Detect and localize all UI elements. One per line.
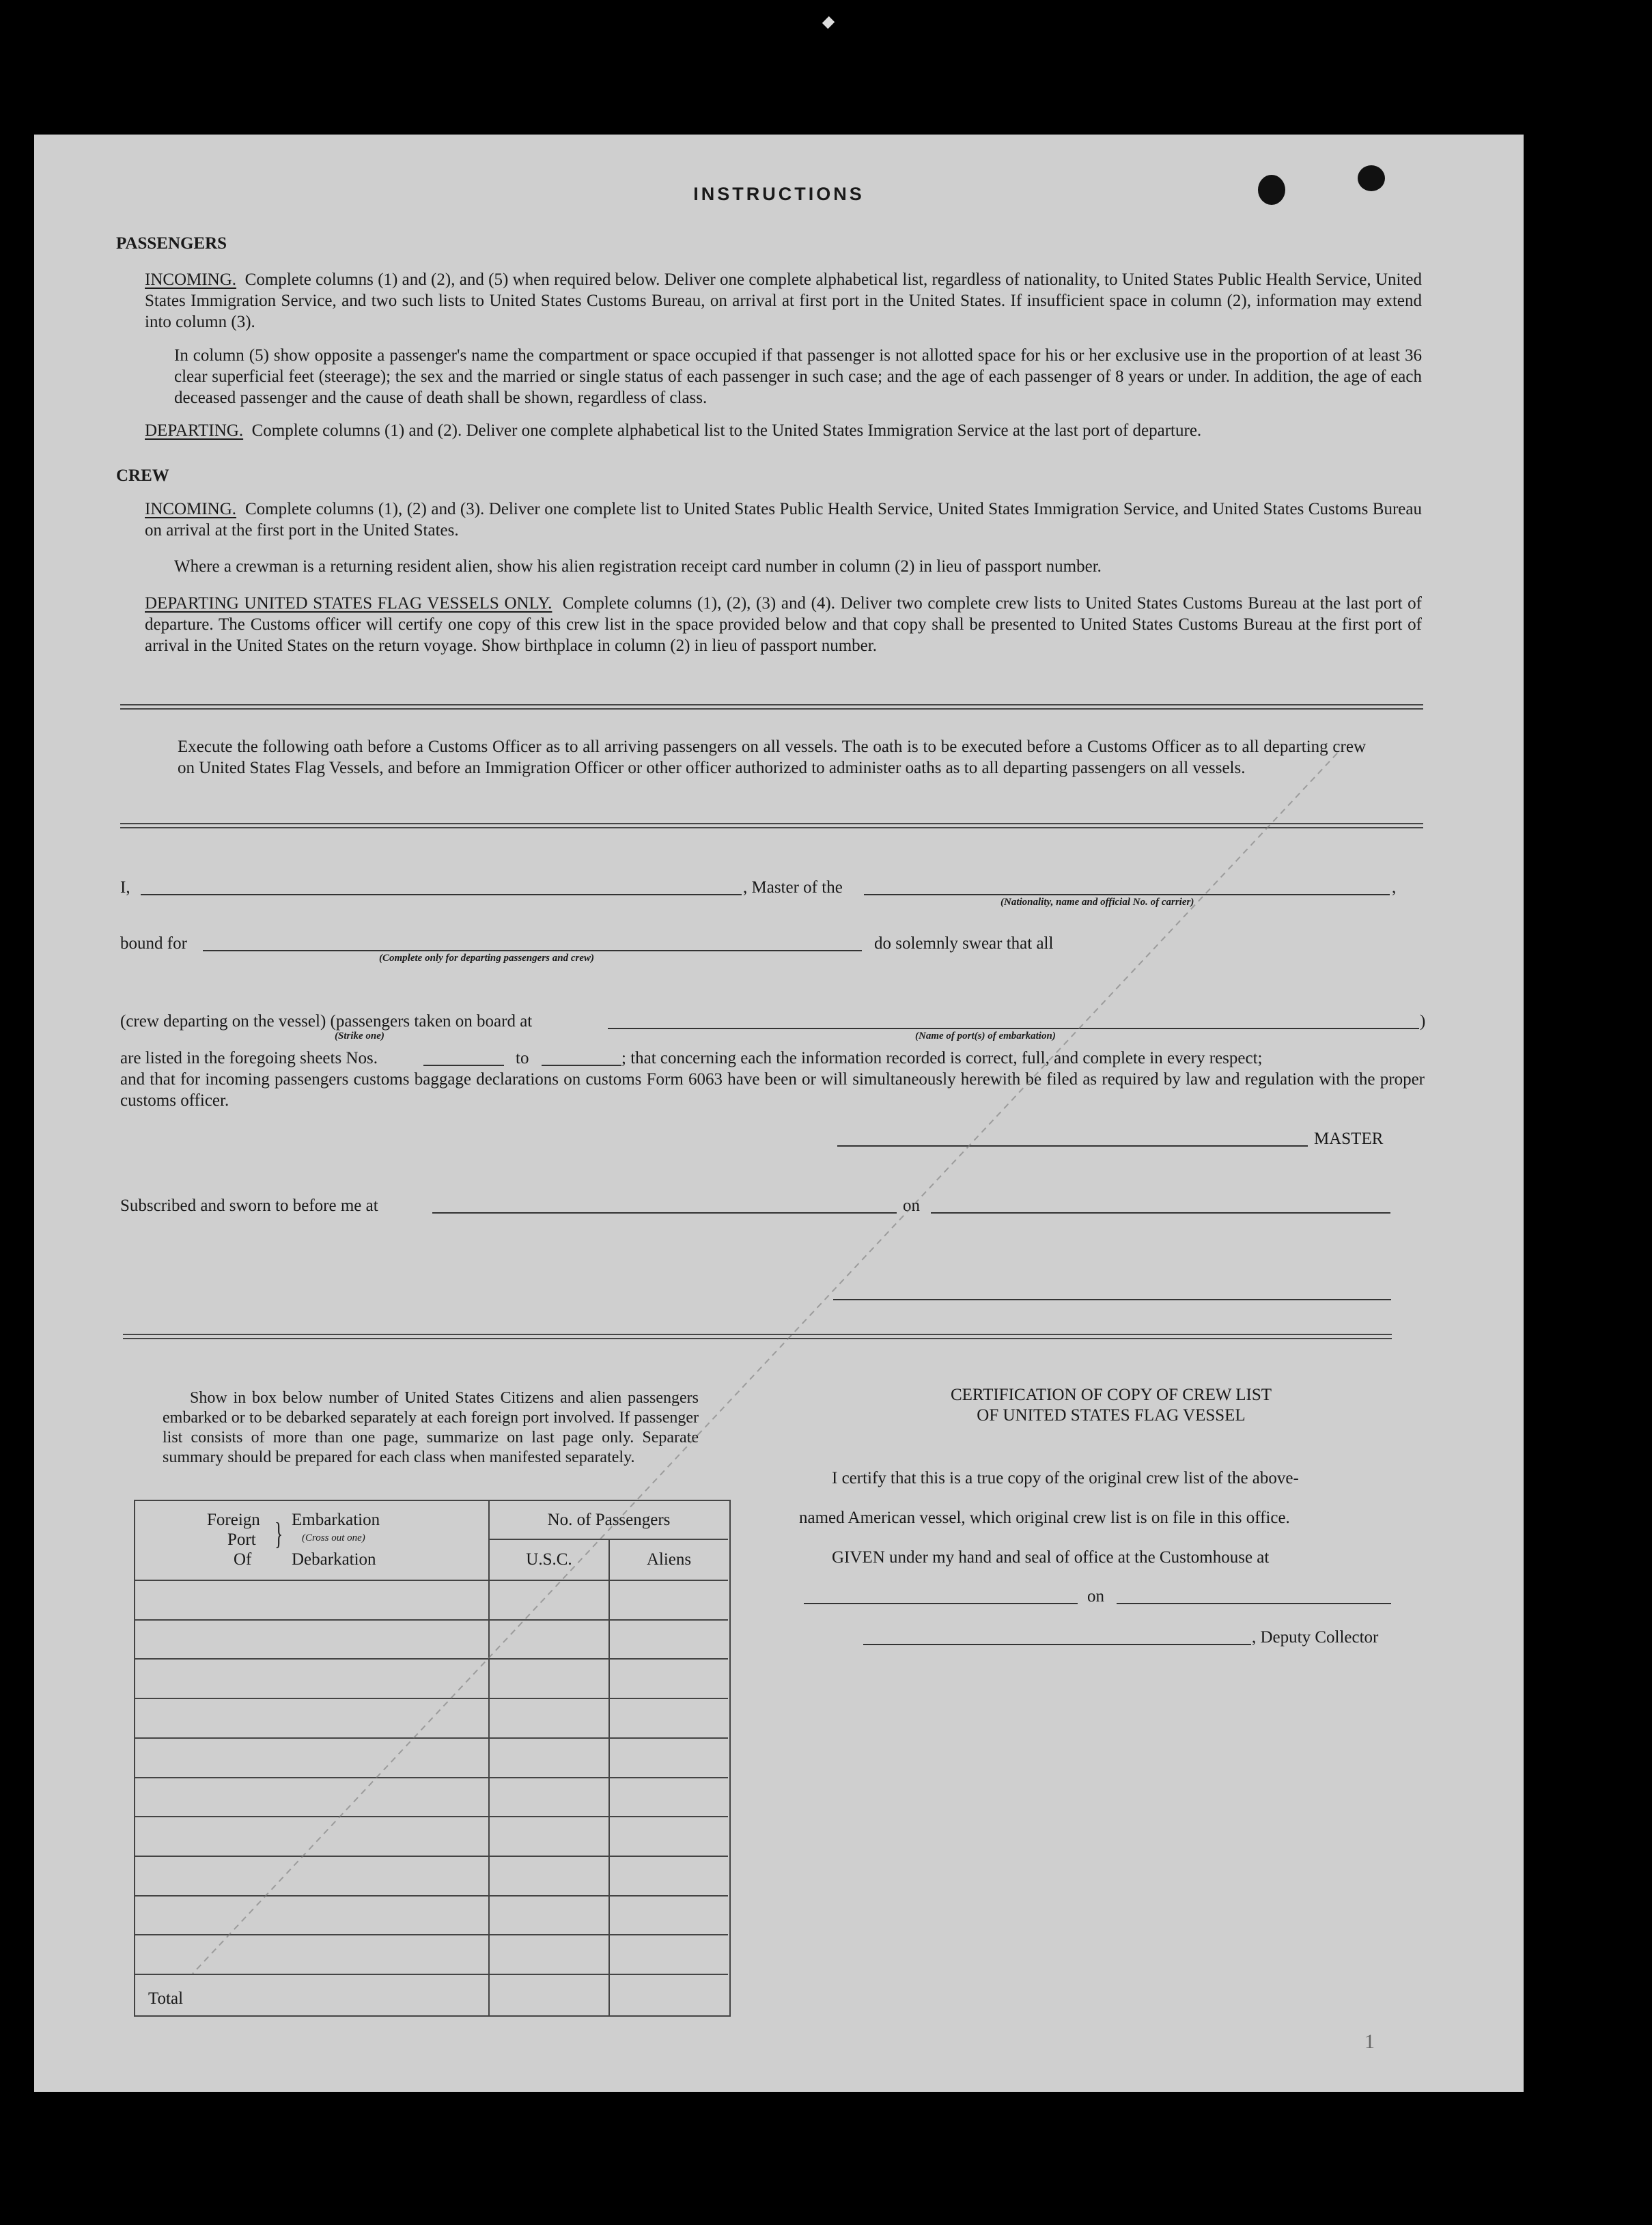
deputy-label: , Deputy Collector	[1252, 1628, 1379, 1647]
sworn-on-label: on	[903, 1197, 920, 1215]
punch-mark	[822, 16, 835, 29]
crew-incoming-label: INCOMING.	[145, 500, 237, 518]
oath-swear: do solemnly swear that all	[874, 934, 1054, 953]
summary-instructions: Show in box below number of United States Citizens and alien passengers embarked or to be debarked separately at each foreign port involved. If passenger list consists of more than one page, summarize on last page only. Separate summary should be prepared for each class when manifested separately.	[163, 1389, 699, 1466]
cert-title-2: OF UNITED STATES FLAG VESSEL	[977, 1406, 1246, 1425]
oath-comma: ,	[1392, 878, 1397, 897]
passengers-column5-paragraph: In column (5) show opposite a passenger's name the compartment or space occupied if that passenger is not allotted space for his or her exclusive use in the proportion of at least 36 clear superficial feet (steerage); the sex and the married or single status of each passenger in such case; and the age of each passenger of 8 years or under. In addition, the age of each deceased passenger and the cause of death shall be shown, regardless of class.	[174, 346, 1422, 407]
col-embarkation: Embarkation	[292, 1511, 380, 1529]
carrier-note: (Nationality, name and official No. of carrier)	[1000, 897, 1194, 908]
page-title: INSTRUCTIONS	[693, 184, 865, 204]
crew-incoming-text: Complete columns (1), (2) and (3). Deliver one complete list to United States Public Health Service, United States Immigration Service, and United States Customs Bureau on arrival at the first port in the United States.	[145, 500, 1422, 540]
crew-departing-text: Complete columns (1), (2), (3) and (4). Deliver two complete crew lists to United States Customs Bureau at the last port of departure. The Customs officer will certify one copy of this crew list in the space provided below and that copy shall be presented to United States Customs Bureau at the first port of arrival in the United States on the return voyage. Show birthplace in column (2) in lieu of passport number.	[145, 594, 1423, 655]
brace-icon: }	[275, 1516, 283, 1551]
oath-close-paren: )	[1420, 1012, 1426, 1031]
crew-heading: CREW	[116, 466, 169, 485]
oath-listed-rest: and that for incoming passengers customs baggage declarations on customs Form 6063 have been or will simultaneously herewith be filed as required by law and regulation with the proper customs officer.	[120, 1070, 1425, 1110]
oath-listed-a: are listed in the foregoing sheets Nos.	[120, 1049, 378, 1067]
form-page	[34, 135, 1524, 2092]
oath-i: I,	[120, 878, 130, 897]
cert-title-1: CERTIFICATION OF COPY OF CREW LIST	[950, 1386, 1272, 1404]
col-debarkation: Debarkation	[292, 1550, 376, 1569]
passengers-departing-label: DEPARTING.	[145, 421, 244, 440]
page-number: 1	[1364, 2030, 1375, 2053]
crew-departing-label: DEPARTING UNITED STATES FLAG VESSELS ONLY.	[145, 594, 552, 613]
passengers-incoming-text: Complete columns (1) and (2), and (5) when required below. Deliver one complete alphabetical list, regardless of nationality, to United States Public Health Service, United States Immigration Service, and two such lists to United States Customs Bureau, on arrival at first port in the United States. If insufficient space in column (2), information may extend into column (3).	[145, 270, 1423, 331]
embark-note: (Name of port(s) of embarkation)	[915, 1031, 1056, 1041]
oath-listed-to: to	[516, 1049, 529, 1067]
ink-spot	[1358, 165, 1385, 191]
col-of: Of	[234, 1550, 252, 1569]
total-label: Total	[148, 1989, 184, 2008]
crew-resident-paragraph: Where a crewman is a returning resident alien, show his alien registration receipt card number in column (2) in lieu of passport number.	[174, 557, 1102, 576]
col-cross: (Cross out one)	[302, 1533, 365, 1543]
passengers-incoming-label: INCOMING.	[145, 270, 237, 289]
oath-crew-departing: (crew departing on the vessel) (passengers taken on board at	[120, 1012, 533, 1031]
passengers-departing-text: Complete columns (1) and (2). Deliver one complete alphabetical list to the United States Immigration Service at the last port of departure.	[251, 421, 1202, 440]
cert-line-2: named American vessel, which original crew list is on file in this office.	[799, 1509, 1290, 1527]
col-port: Port	[227, 1530, 256, 1549]
subscribed-label: Subscribed and sworn to before me at	[120, 1197, 378, 1215]
oath-instructions: Execute the following oath before a Customs Officer as to all arriving passengers on all vessels. The oath is to be executed before a Customs Officer as to all departing crew on United States Flag Vessels, and before an Immigration Officer or other officer authorized to administer oaths as to all departing passengers on all vessels.	[178, 738, 1366, 777]
col-usc: U.S.C.	[526, 1550, 572, 1569]
diagonal-stroke	[34, 135, 1524, 2092]
cert-on: on	[1087, 1587, 1104, 1606]
bound-note: (Complete only for departing passengers and crew)	[379, 953, 594, 964]
oath-bound-for: bound for	[120, 934, 187, 953]
col-passengers: No. of Passengers	[547, 1511, 671, 1529]
ink-spot	[1258, 175, 1285, 205]
passengers-heading: PASSENGERS	[116, 234, 227, 253]
oath-listed-b: ; that concerning each the information recorded is correct, full, and complete in every respect;	[621, 1049, 1263, 1067]
col-foreign: Foreign	[207, 1511, 260, 1529]
master-label: MASTER	[1314, 1130, 1384, 1148]
oath-master-of: , Master of the	[743, 878, 843, 897]
col-aliens: Aliens	[646, 1550, 692, 1569]
cert-line-1: I certify that this is a true copy of the original crew list of the above-	[832, 1469, 1299, 1487]
cert-line-3: GIVEN under my hand and seal of office at the Customhouse at	[832, 1548, 1270, 1567]
strike-note: (Strike one)	[335, 1031, 384, 1041]
